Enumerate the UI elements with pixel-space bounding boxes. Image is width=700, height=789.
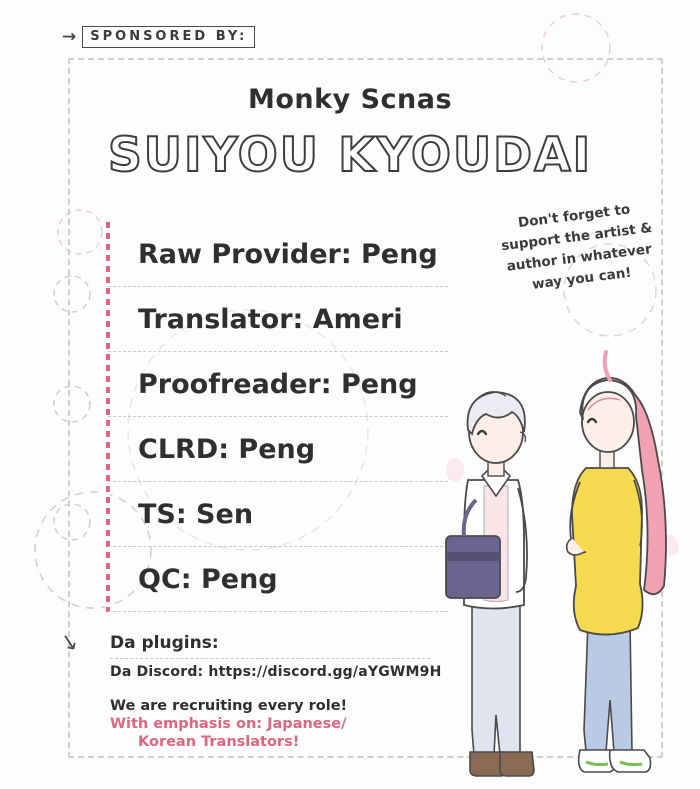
credit-row (108, 287, 448, 352)
sponsored-by-label: SPONSORED BY: (82, 26, 255, 48)
credit-row (108, 417, 448, 482)
credit-row (108, 222, 448, 287)
recruiting-line-1: We are recruiting every role! (110, 698, 348, 714)
credits-list (108, 222, 448, 612)
character-illustration (420, 300, 700, 789)
support-artist-note: Don't forget to support the artist & author in whatever way you can! (500, 201, 653, 293)
recruiting-line-3: Korean Translators! (138, 734, 300, 750)
credit-text: QC: Peng (138, 563, 278, 595)
discord-link[interactable]: Da Discord: https://discord.gg/aYGWM9H (110, 664, 442, 680)
credit-text: Proofreader: Peng (138, 368, 418, 400)
credit-text: TS: Sen (138, 498, 254, 530)
credit-text: Raw Provider: Peng (138, 238, 438, 270)
recruiting-line-2: With emphasis on: Japanese/ (110, 716, 347, 732)
scanlation-group-name: Monky Scnas (247, 84, 453, 115)
credit-row (108, 352, 448, 417)
credit-text: CLRD: Peng (138, 433, 316, 465)
credit-row (108, 547, 448, 612)
credit-row (108, 482, 448, 547)
sponsored-by-header (62, 26, 255, 48)
arrow-down-right-icon: ↘ (57, 628, 81, 657)
plugins-label: Da plugins: (110, 633, 219, 653)
manga-title: SUIYOU KYOUDAI (107, 128, 593, 183)
credit-text: Translator: Ameri (138, 303, 403, 335)
arrow-right-icon: → (62, 27, 75, 47)
plugins-divider (110, 658, 430, 659)
